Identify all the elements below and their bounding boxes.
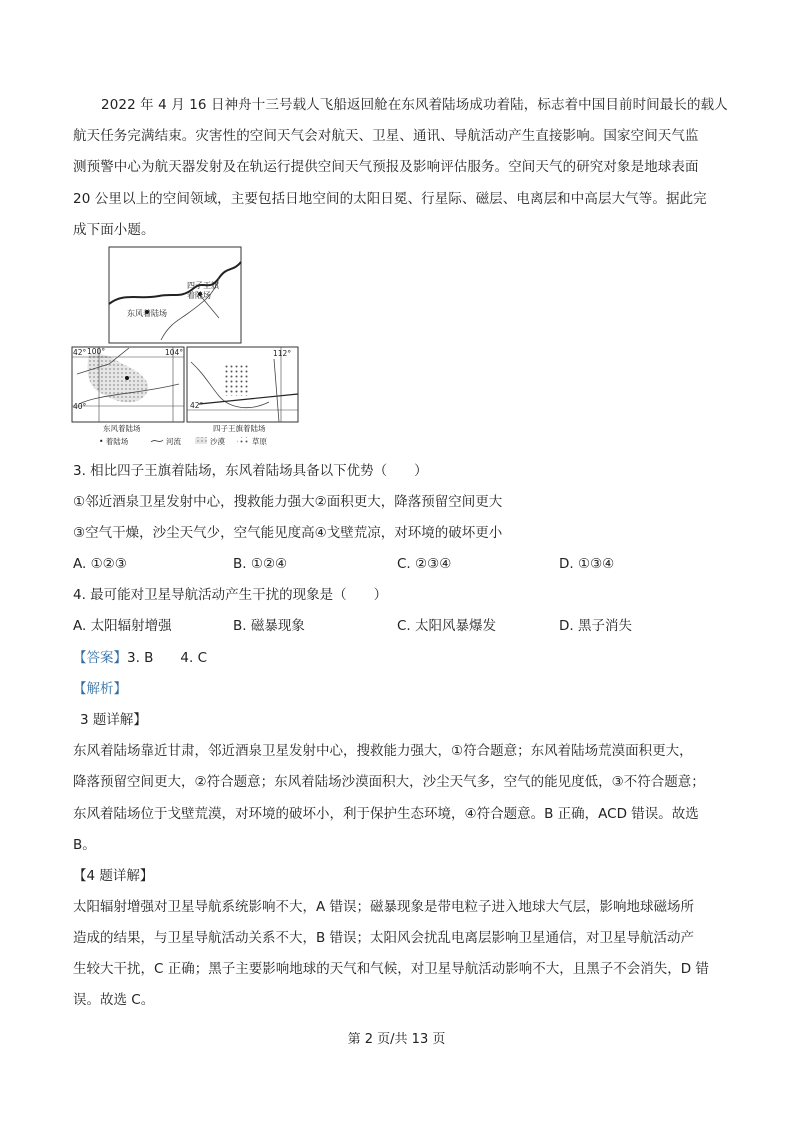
q3-detail-line-1: 东风着陆场靠近甘肃，邻近酒泉卫星发射中心，搜救能力强大，①符合题意；东风着陆场荒漠面积更大， <box>73 743 693 759</box>
legend-desert-icon <box>195 437 207 444</box>
lat-42-right: 42° <box>190 401 204 410</box>
caption-dongfeng: 东风着陆场 <box>103 424 141 433</box>
q4-detail-line-4: 误。故选 C。 <box>73 992 155 1008</box>
legend-grass: 草原 <box>252 437 267 446</box>
dongfeng-label-top: 东风着陆场 <box>127 309 167 318</box>
page-footer: 第 2 页/共 13 页 <box>347 1032 446 1047</box>
q3-detail-line-3: 东风着陆场位于戈壁荒漠，对环境的破坏小，利于保护生态环境，④符合题意。B 正确，ACD 错误。故选 <box>73 806 699 822</box>
overview-map <box>109 247 241 343</box>
grassland-area <box>224 364 248 396</box>
q3-option-c: C. ②③④ <box>397 556 452 572</box>
answer-row <box>73 648 207 668</box>
q4-option-d: D. 黑子消失 <box>559 618 632 634</box>
q4-detail-line-2: 造成的结果，与卫星导航活动关系不大，B 错误；太阳风会扰乱电离层影响卫星通信，对卫星导航活动产 <box>73 930 695 946</box>
lat-42-left: 42° <box>73 348 87 357</box>
q3-option-b: B. ①②④ <box>233 556 288 572</box>
intro-line-4: 20 公里以上的空间领域，主要包括日地空间的太阳日冕、行星际、磁层、电离层和中高层大气等。据此完 <box>73 191 707 207</box>
intro-line-5: 成下面小题。 <box>73 222 155 238</box>
q4-option-a: A. 太阳辐射增强 <box>73 618 172 634</box>
siziwang-label-bottom: 着陆场 <box>187 291 211 300</box>
legend-river-icon <box>151 440 163 442</box>
q4-detail-line-3: 生较大干扰，C 正确；黑子主要影响地球的天气和气候，对卫星导航活动影响不大，且黑子不会消失，D 错 <box>73 961 709 977</box>
siziwang-label-top: 四子王旗 <box>187 281 219 290</box>
legend-desert: 沙漠 <box>210 437 225 446</box>
q3-stem: 3. 相比四子王旗着陆场，东风着陆场具备以下优势（ ） <box>73 463 428 479</box>
q4-option-b: B. 磁暴现象 <box>233 618 305 634</box>
legend-river: 河流 <box>166 437 181 446</box>
q4-detail-line-1: 太阳辐射增强对卫星导航系统影响不大，A 错误；磁暴现象是带电粒子进入地球大气层，影响地球磁场所 <box>73 899 695 915</box>
q3-option-a: A. ①②③ <box>73 556 127 572</box>
q3-statement-1: ①邻近酒泉卫星发射中心，搜救能力强大②面积更大，降落预留空间更大 <box>73 494 503 510</box>
lon-104: 104° <box>165 348 184 357</box>
caption-siziwang: 四子王旗着陆场 <box>213 424 266 433</box>
dongfeng-detail-map <box>72 347 184 433</box>
lon-112: 112° <box>273 349 292 358</box>
q4-option-c: C. 太阳风暴爆发 <box>397 618 497 634</box>
siziwang-detail-map <box>187 347 298 433</box>
lon-100: 100° <box>87 347 106 356</box>
legend-landing: • 着陆场 <box>99 437 129 446</box>
intro-line-1: 2022 年 4 月 16 日神舟十三号载人飞船返回舱在东风着陆场成功着陆，标志着中国目前时间最长的载人 <box>101 97 728 113</box>
legend-grass-icon <box>237 437 249 444</box>
intro-line-2: 航天任务完满结束。灾害性的空间天气会对航天、卫星、通讯、导航活动产生直接影响。国家空间天气监 <box>73 128 699 144</box>
q3-option-d: D. ①③④ <box>559 556 615 572</box>
landing-site-map <box>69 244 301 454</box>
q3-detail-line-2: 降落预留空间更大，②符合题意；东风着陆场沙漠面积大，沙尘天气多，空气的能见度低，③不符合题意； <box>73 774 705 790</box>
lat-40: 40° <box>73 402 87 411</box>
q3-detail-title: 3 题详解】 <box>80 712 147 728</box>
q4-stem: 4. 最可能对卫星导航活动产生干扰的现象是（ ） <box>73 587 388 603</box>
answer-tag: 【答案】 <box>73 650 127 666</box>
q4-detail-title: 【4 题详解】 <box>73 868 154 884</box>
q3-statement-2: ③空气干燥，沙尘天气少，空气能见度高④戈壁荒凉，对环境的破坏更小 <box>73 525 503 541</box>
map-legend <box>99 436 267 446</box>
q3-detail-line-4: B。 <box>73 837 96 853</box>
answer-text: 3. B 4. C <box>127 650 208 666</box>
analysis-tag: 【解析】 <box>73 681 127 697</box>
intro-line-3: 测预警中心为航天器发射及在轨运行提供空间天气预报及影响评估服务。空间天气的研究对象是地球表面 <box>73 159 699 175</box>
